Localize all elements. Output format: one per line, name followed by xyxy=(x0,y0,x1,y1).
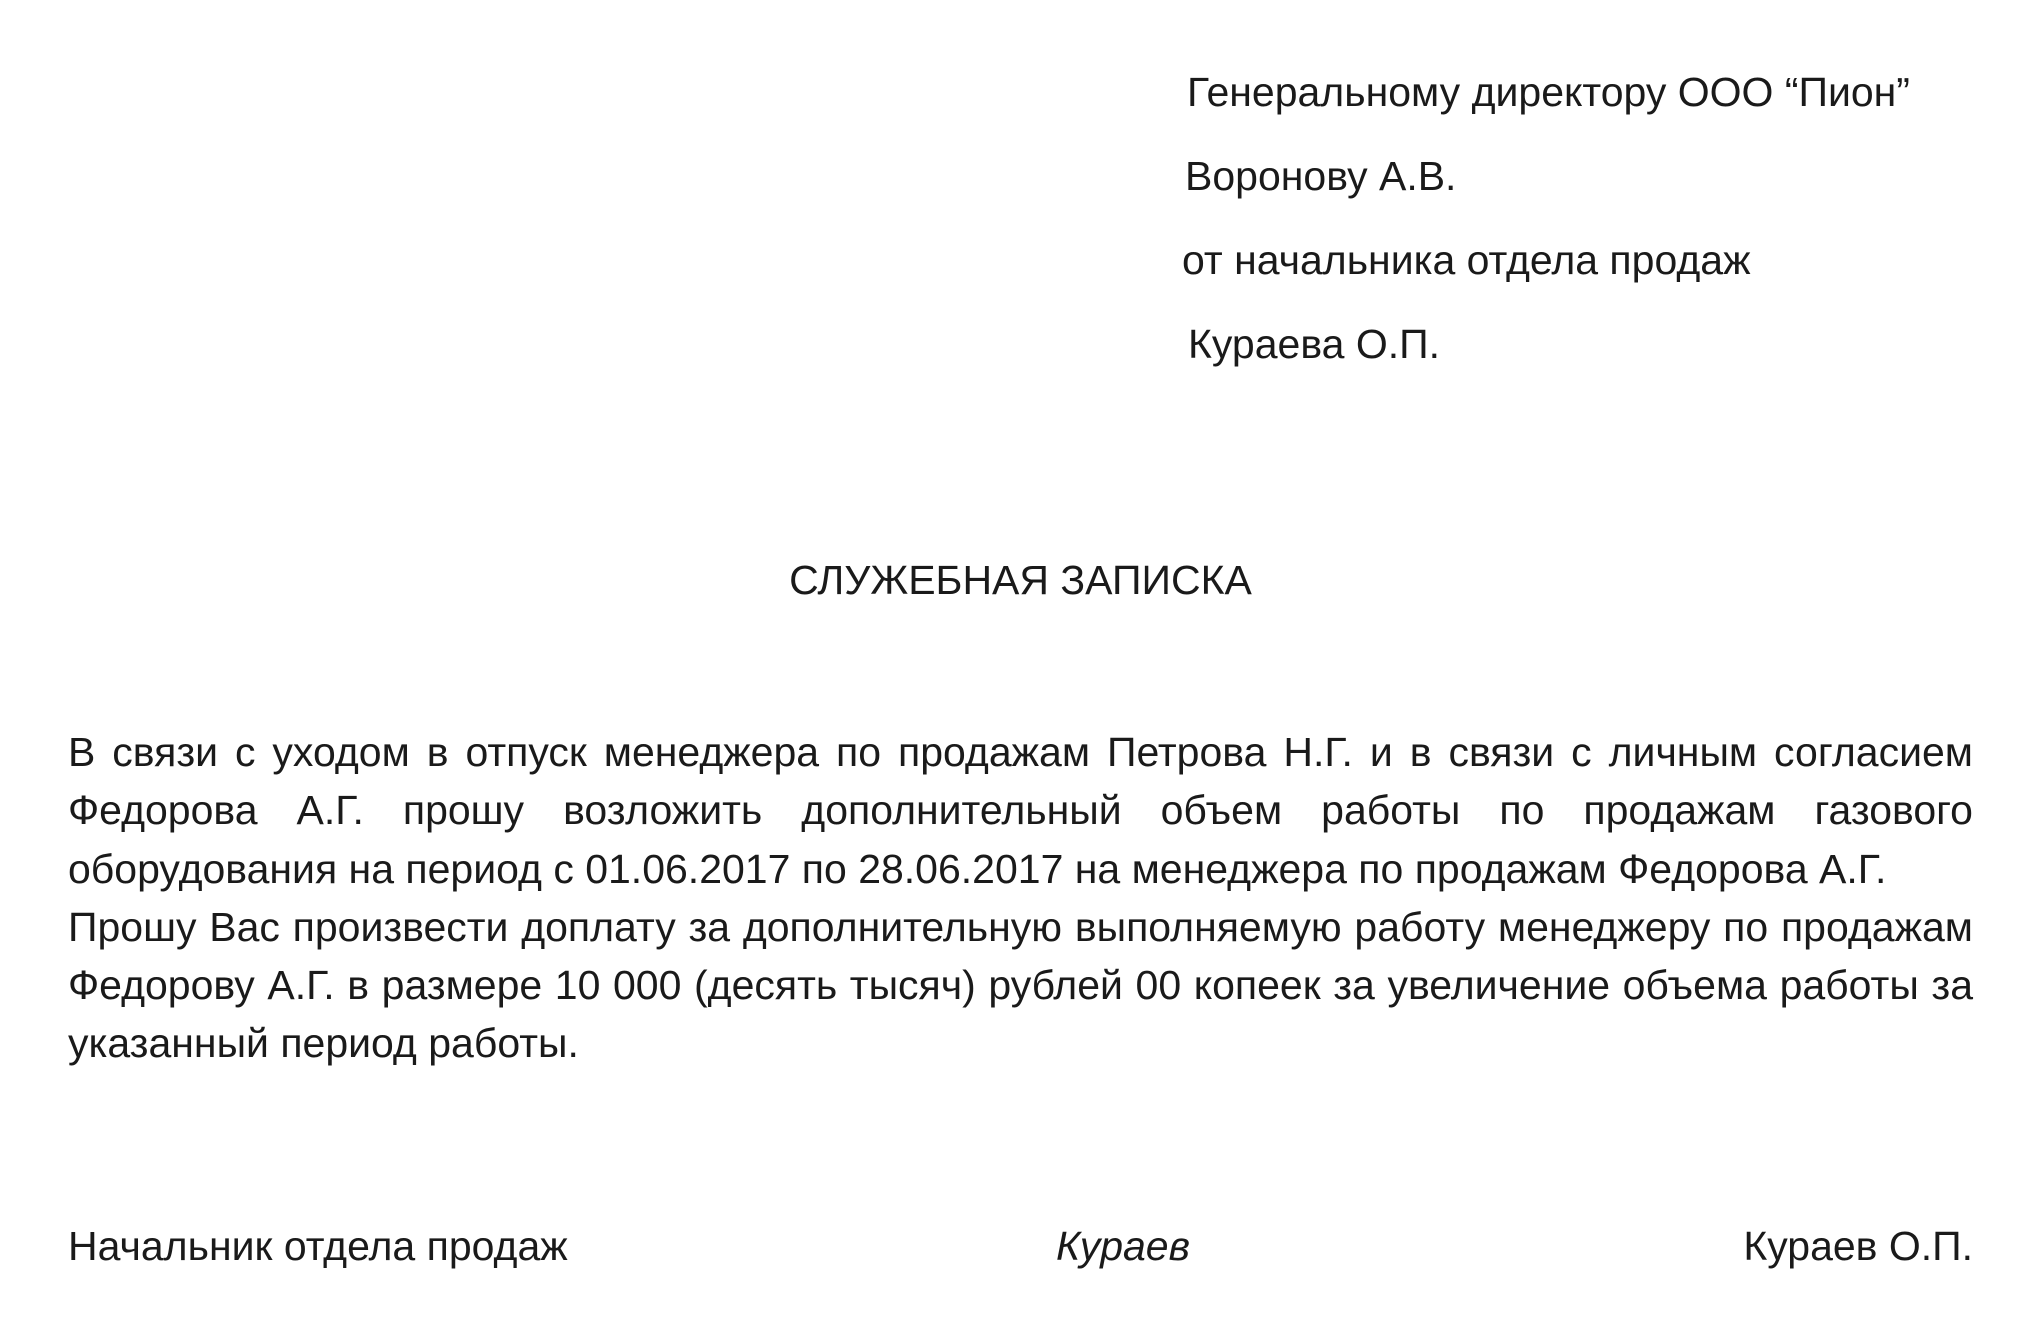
memo-paragraph-1: В связи с уходом в отпуск менеджера по продажам Петрова Н.Г. и в связи с личным согласием Федорова А.Г. прошу возложить дополнительный объем работы по продажам газового оборудования на период с 01.06.2017 по 28.06.2017 на менеджера по продажам Федорова А.Г. xyxy=(68,729,1973,892)
sender-position: от начальника отдела продаж xyxy=(1182,237,1751,283)
memo-body xyxy=(68,723,1973,1073)
sender-name: Кураева О.П. xyxy=(1188,321,1440,367)
memo-paragraph-2: Прошу Вас произвести доплату за дополнительную выполняемую работу менеджеру по продажам Федорову А.Г. в размере 10 000 (десять тысяч) рублей 00 копеек за увеличение объема работы за указанный период работы. xyxy=(68,903,1973,1067)
addressee-position: Генеральному директору ООО “Пион” xyxy=(1187,69,1910,115)
signature-row xyxy=(68,1216,1973,1276)
addressee-name: Воронову А.В. xyxy=(1185,153,1457,199)
handwritten-signature: Кураев xyxy=(1056,1223,1191,1269)
signer-position: Начальник отдела продаж xyxy=(68,1223,568,1269)
document-title xyxy=(0,555,2041,605)
addressee-block xyxy=(1180,50,2000,386)
signer-name: Кураев О.П. xyxy=(1743,1223,1973,1269)
document-title-text: СЛУЖЕБНАЯ ЗАПИСКА xyxy=(789,557,1252,603)
